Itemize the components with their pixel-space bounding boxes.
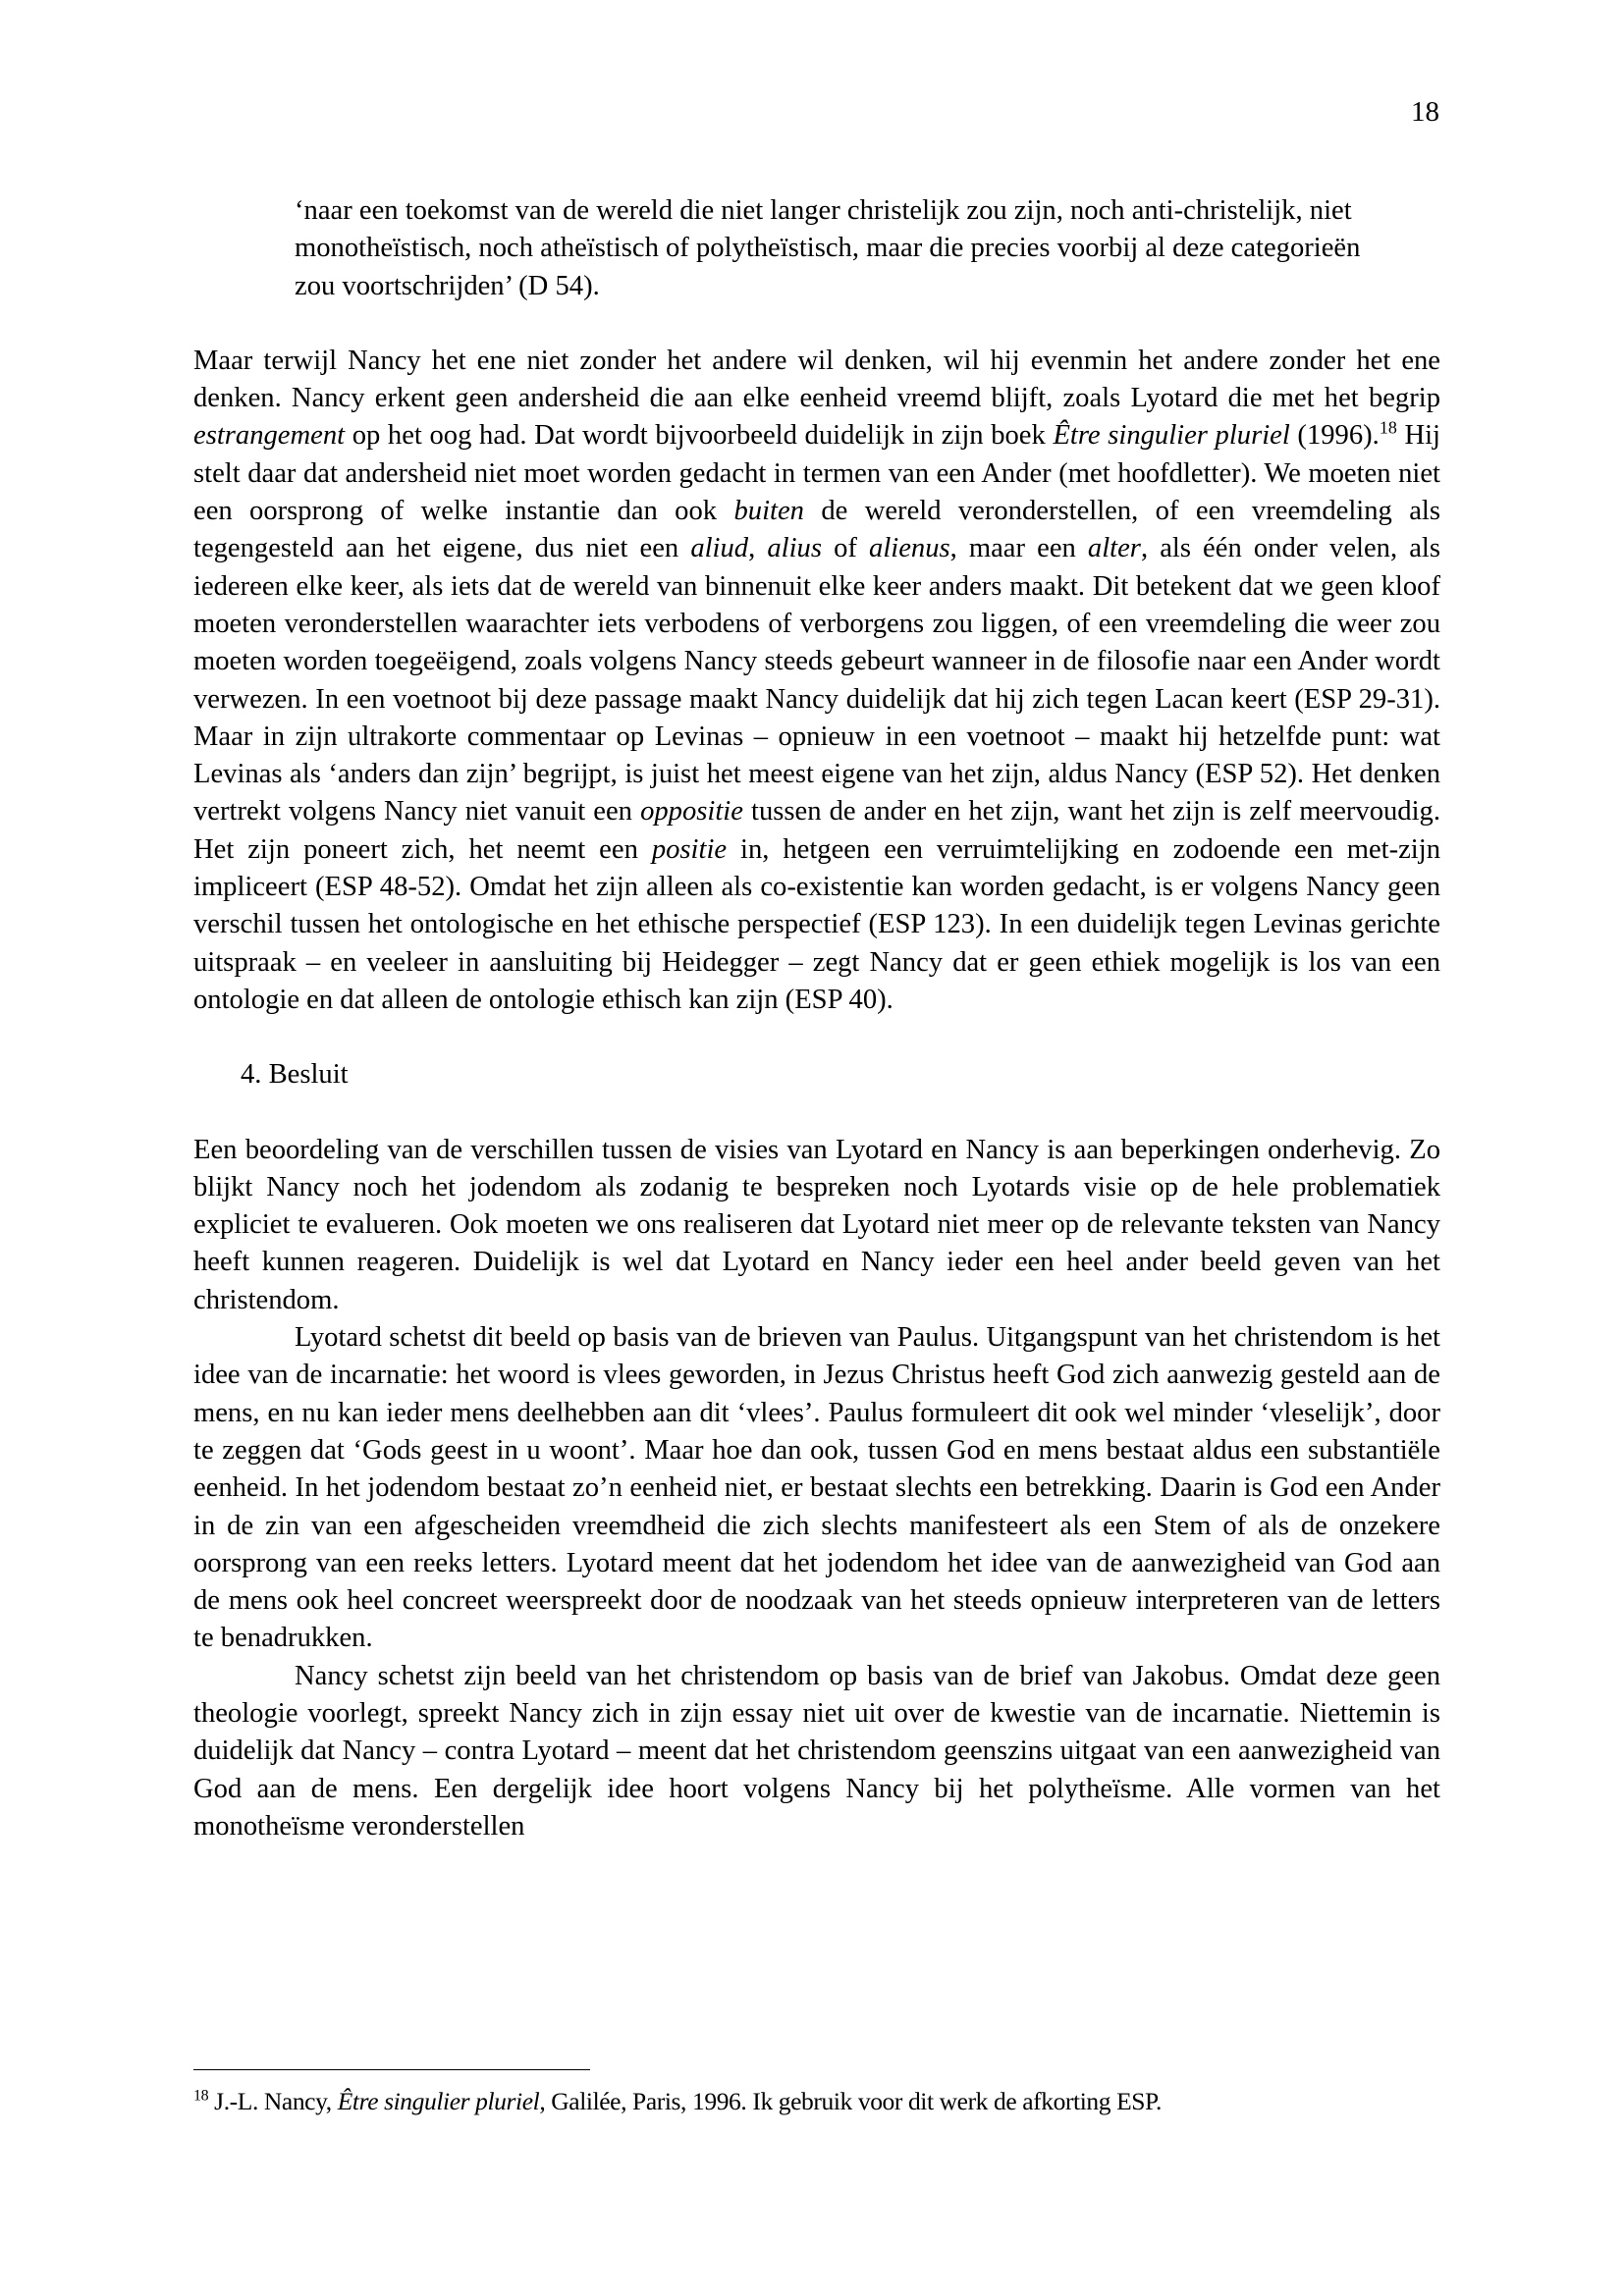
emphasis-term: oppositie <box>640 796 743 828</box>
book-title: Être singulier pluriel <box>337 2087 540 2115</box>
emphasis-term: positie <box>651 833 728 865</box>
text-run: , maar een <box>949 533 1088 564</box>
emphasis-term: alter <box>1087 533 1141 564</box>
text-run: J.-L. Nancy, <box>208 2087 338 2115</box>
emphasis-term: alienus <box>869 533 950 564</box>
text-run: (1996). <box>1289 420 1380 452</box>
text-run: , als één onder velen, als iedereen elke keer, als iets dat de wereld van binnenuit elke keer anders maakt. Dit betekent dat we geen kloof moeten veronderstellen waarachter iets verbodens of verborgens zou liggen, of een vreemdeling die weer zou moeten worden toegeëigend, zoals volgens Nancy steeds gebeurt wanneer in de filosofie naar een Ander wordt verwezen. In een voetnoot bij deze passage maakt Nancy duidelijk dat hij zich tegen Lacan keert (ESP 29-31). Maar in zijn ultrakorte commentaar op Levinas – opnieuw in een voetnoot – maakt hij hetzelfde punt: wat Levinas als ‘anders dan zijn’ begrijpt, is juist het meest eigene van het zijn, aldus Nancy (ESP 52). Het denken vertrekt volgens Nancy niet vanuit een <box>193 533 1440 828</box>
emphasis-term: aliud <box>690 533 749 564</box>
page-body <box>193 192 1440 1845</box>
page-number: 18 <box>1411 96 1439 128</box>
section-heading: 4. Besluit <box>241 1059 349 1091</box>
footnote-number: 18 <box>193 2087 209 2105</box>
block-quote: ‘naar een toekomst van de wereld die niet langer christelijk zou zijn, noch anti-christelijk, niet monotheïstisch, noch atheïstisch of polytheïstisch, maar die precies voorbij al deze categorieën zou voortschrijden’ (D 54). <box>295 195 1361 301</box>
footnote-reference[interactable]: 18 <box>1379 417 1397 438</box>
text-run: Hij stelt daar dat andersheid niet moet worden gedacht in termen van een Ander (met hoofdletter). We moeten niet een oorsprong of welke instantie dan ook <box>193 420 1441 527</box>
paragraph-nancy-jakobus: Nancy schetst zijn beeld van het christendom op basis van de brief van Jakobus. Omdat deze geen theologie voorlegt, spreekt Nancy zich in zijn essay niet uit over de kwestie van de incarnatie. Niettemin is duidelijk dat Nancy – contra Lyotard – meent dat het christendom geenszins uitgaat van een aanwezigheid van God aan de mens. Een dergelijk idee hoort volgens Nancy bij het polytheïsme. Alle vormen van het monotheïsme veronderstellen <box>193 1660 1440 1842</box>
paragraph-nancy-alterity <box>193 343 1440 1019</box>
text-run: op het oog had. Dat wordt bijvoorbeeld duidelijk in zijn boek <box>345 420 1054 452</box>
text-run: of <box>821 533 870 564</box>
text-run: in, hetgeen een verruimtelijking en zodoende een met-zijn impliceert (ESP 48-52). Omdat het zijn alleen als co-existentie kan worden gedacht, is er volgens Nancy geen verschil tussen het ontologische en het ethische perspectief (ESP 123). In een duidelijk tegen Levinas gerichte uitspraak – en veeleer in aansluiting bij Heidegger – zegt Nancy dat er geen ethiek mogelijk is los van een ontologie en dat alleen de ontologie ethisch kan zijn (ESP 40). <box>193 833 1440 1015</box>
text-run: tussen de ander en het zijn, want het zijn is zelf meervoudig. Het zijn poneert zich, het neemt een <box>193 796 1440 865</box>
paragraph-lyotard-paulus: Lyotard schetst dit beeld op basis van de brieven van Paulus. Uitgangspunt van het christendom is het idee van de incarnatie: het woord is vlees geworden, in Jezus Christus heeft God zich aanwezig gesteld aan de mens, en nu kan ieder mens deelhebben aan dit ‘vlees’. Paulus formuleert dit ook wel minder ‘vleselijk’, door te zeggen dat ‘Gods geest in u woont’. Maar hoe dan ook, tussen God en mens bestaat aldus een substantiële eenheid. In het jodendom bestaat zo’n eenheid niet, er bestaat slechts een betrekking. Daarin is God een Ander in de zin van een afgescheiden vreemdheid die zich slechts manifesteert als een Stem of als de onzekere oorsprong van een reeks letters. Lyotard meent dat het jodendom het idee van de aanwezigheid van God aan de mens ook heel concreet weerspreekt door de noodzaak van het steeds opnieuw interpreteren van de letters te benadrukken. <box>193 1322 1440 1654</box>
emphasis-term: estrangement <box>193 420 346 452</box>
text-run: , Galilée, Paris, 1996. Ik gebruik voor dit werk de afkorting ESP. <box>539 2087 1162 2115</box>
text-run: de wereld veronderstellen, of een vreemdeling als tegengesteld aan het eigene, dus niet een <box>193 496 1440 564</box>
book-title: Être singulier pluriel <box>1053 420 1290 452</box>
paragraph-conclusion-intro: Een beoordeling van de verschillen tussen de visies van Lyotard en Nancy is aan beperkingen onderhevig. Zo blijkt Nancy noch het jodendom als zodanig te bespreken noch Lyotards visie op de hele problematiek expliciet te evalueren. Ook moeten we ons realiseren dat Lyotard niet meer op de relevante teksten van Nancy heeft kunnen reageren. Duidelijk is wel dat Lyotard en Nancy ieder een heel ander beeld geven van het christendom. <box>193 1134 1440 1315</box>
emphasis-term: buiten <box>733 496 804 527</box>
footnote-separator <box>193 2069 590 2070</box>
text-run: , <box>748 533 768 564</box>
text-run: Maar terwijl Nancy het ene niet zonder het andere wil denken, wil hij evenmin het andere zonder het ene denken. Nancy erkent geen andersheid die aan elke eenheid vreemd blijft, zoals Lyotard die met het begrip <box>193 345 1440 414</box>
emphasis-term: alius <box>767 533 822 564</box>
footnote <box>193 2085 1460 2118</box>
